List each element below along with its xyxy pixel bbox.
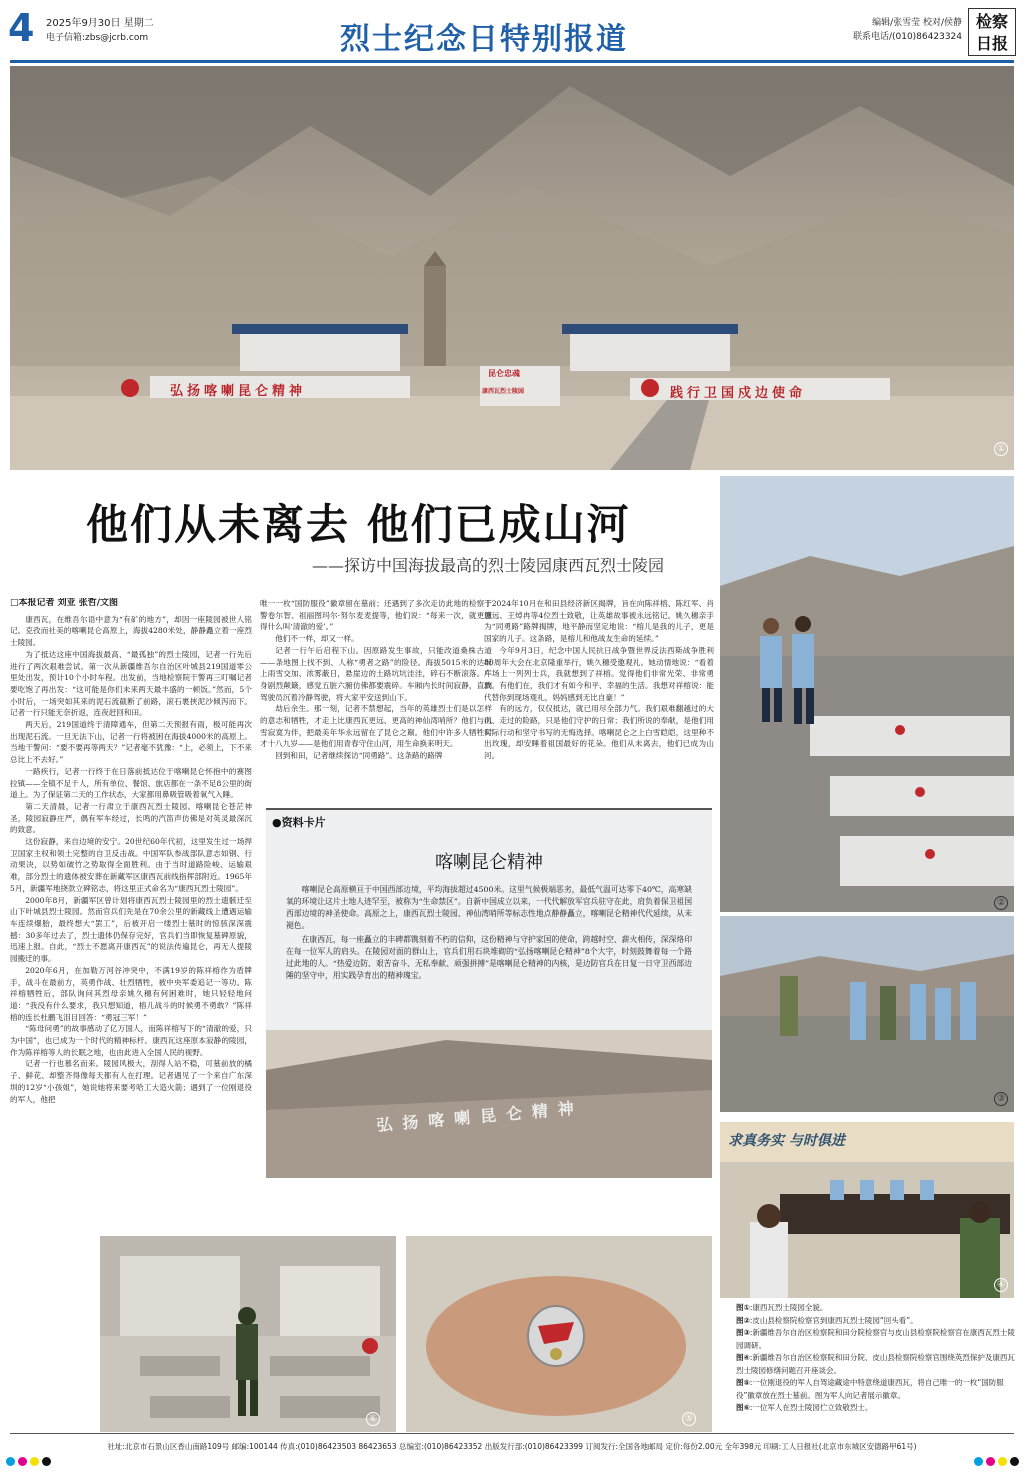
paragraph: 于2024年10月在和田县经济新区揭牌，旨在向陈祥榕、陈红军、肖思远、王焯冉等4位烈士致敬，让英雄故事被永远铭记。姚久穗亲手为“同勇路”路牌揭牌，地平静而坚定地说：“榕儿是我的儿子，更是国家的儿子。这条路，是榕儿和他战友生命的延续。” — [484, 599, 714, 644]
page-header — [0, 0, 1024, 64]
paragraph: 2000年8月，新疆军区曾计划将康西瓦烈士陵园里的烈士遗骸迁至山下叶城县烈士陵园。然而官兵们先是在70余公里的新藏线上遭遇运输车连续爆胎，最终想大“罢工”，后被开启一缕烈士墓时的惊骇深深震撼：30多年过去了，烈士遗体仍保存完好，官兵们当即恢复墓碑原貌，迅速上报。自此，“烈士不愿离开康西瓦”的说法传遍昆仑，再无人提陵园搬迁的事。 — [10, 895, 252, 964]
photo-5-number: ⑤ — [682, 1412, 696, 1426]
photo-1-sign-center-2: 康西瓦烈士陵园 — [482, 388, 525, 395]
photo-1-number: ① — [994, 442, 1008, 456]
registration-mark-black — [1010, 1457, 1019, 1466]
info-card-tag: ●资料卡片 — [272, 816, 326, 829]
paragraph: 两天后，219国道终于清障通车，但第二天预报有雨，极可能再次出现泥石流。一旦无法下山，记者一行将被困在海拔4000米的高原上。当地干警问：“要不要再等两天？”记者毫不犹豫：“上，必须上，下不来总比上不去好。” — [10, 720, 252, 765]
photo-6-soldier-salute — [100, 1236, 396, 1432]
paragraph: 2020年6月，在加勒万河谷冲突中，不满19岁的陈祥榕作为盾牌手，战斗在最前方，英勇作战、壮烈牺牲，被中央军委追记一等功。陈祥榕牺牲后，部队询问其烈母亲姚久穗有何困难时，她只轻轻地问道：“我没有什么要求，我只想知道，榕儿战斗的时候勇不勇敢？”陈祥榕的连长杜鹏飞泪目回答：“勇冠三军！” — [10, 965, 252, 1022]
paragraph: 第二天清晨，记者一行肃立于康西瓦烈士陵园。喀喇昆仑苍茫神圣，陵园寂静庄严，偶有军车经过，长鸣的汽笛声仿佛是对英灵最深沉的致意。 — [10, 801, 252, 835]
paragraph: 劫后余生。那一刻，记者不禁想起，当年的英雄烈士们是以怎样的意志和牺牲，才走上比康西瓦更远、更高的神仙湾哨所？他们与风雪寂寞为伴，把最美年华永远留在了昆仑之巅。他们中许多人牺牲时才十八九岁——是他们用青春守住山河，用生命换来明天。 — [260, 704, 492, 749]
caption-item: 图②:皮山县检察院检察官到康西瓦烈士陵园“回头看”。 — [736, 1315, 918, 1325]
editor-phone: 联系电话/(010)86423324 — [852, 32, 962, 42]
issue-date: 2025年9月30日 星期二 — [46, 18, 154, 29]
paragraph: 这份寂静，来自边境的安宁。20世纪60年代初，这里发生过一场捍卫国家主权和领土完整的自卫反击战。中国军队参战部队意志如钢、行动果决，以势如破竹之势取得全面胜利。由于当时道路险峻、运输艰难，部分烈士的遗体被安葬在新藏军区康西瓦前线指挥部附近。1965年5月，新疆军地挠款立碑铭志，将这里正式命名为“康西瓦烈士陵园”。 — [10, 837, 252, 893]
paragraph: 有的远方，仅仅抵达，就已用尽全部力气。我们艰难翻越过的大山、走过的险路，只是他们守护的日常；我们所说的奉献，是他们用实际行动和坚守书写的无悔选择。喀喇昆仑之上白雪皑皑，这里种不出玫瑰，却安睡着祖国最好的花朵。他们从未离去，他们已成为山河。 — [484, 704, 714, 761]
photo-4-banner: 求真务实 与时俱进 — [728, 1133, 845, 1149]
paragraph: “陈母问勇”的故事感动了亿万国人，而陈祥榕写下的“清澈的爱，只为中国”，也已成为一个时代的精神标杆。康西瓦这座原本寂静的陵园，作为陈祥榕等人的长眠之地，也由此进入全国人民的视野。 — [10, 1024, 252, 1057]
info-card — [266, 808, 712, 1176]
article-column-2 — [260, 598, 492, 802]
caption-item: 图④:新疆维吾尔自治区检察院和田分院、皮山县检察院检察官围绕英烈保护及康西瓦烈士陵园修缮问题召开座谈会。 — [736, 1353, 1015, 1375]
group-outdoor-illustration — [720, 916, 1014, 1112]
photo-2-officers-visit — [720, 476, 1014, 912]
soldier-illustration — [100, 1236, 396, 1432]
caption-item: 图⑤:一位刚退役的军人自驾途藏途中特意绕道康西瓦，将自己唯一的一枚“国防服役”徽章放在烈士墓前。图为军人向记者展示徽章。 — [736, 1378, 1004, 1400]
section-title: 烈士纪念日特别报道 — [340, 22, 628, 57]
registration-mark-yellow — [30, 1457, 39, 1466]
photo-3-field-research — [720, 916, 1014, 1112]
registration-mark-cyan — [6, 1457, 15, 1466]
header-rule — [10, 60, 1014, 63]
paragraph: 回到和田，记者继续探访“同勇路”。这条路的路牌 — [275, 751, 443, 761]
registration-mark-black — [42, 1457, 51, 1466]
paragraph: 唯一一枚“国防服役”徽章留在墓前；还遇到了多次走访此地的检察干警卷尔智、祖丽图玛尔·努尔麦麦提等，他们说：“每来一次，就更懂得什么叫‘清澈的爱’。” — [260, 599, 492, 632]
registration-mark-yellow — [998, 1457, 1007, 1466]
hill-inscription-text: 弘扬喀喇昆仑精神 — [375, 1097, 585, 1136]
paragraph: 康西瓦，在维吾尔语中意为“有矿的地方”，却因一座陵园被世人铭记。克孜而社美的喀喇昆仑高原上，海拔4280米处，静静矗立着一座烈士陵园。 — [10, 614, 252, 648]
info-card-text — [286, 884, 692, 984]
mountain-landscape-illustration — [10, 66, 1014, 470]
article-column-3 — [484, 598, 714, 802]
article-byline: □本报记者 刘亚 张哲/文图 — [10, 598, 119, 608]
caption-item: 图⑥:一位军人在烈士陵园伫立致敬烈士。 — [736, 1403, 873, 1412]
paragraph: 今年9月3日，纪念中国人民抗日战争暨世界反法西斯战争胜利80周年大会在北京隆重举行，姚久穗受邀观礼。她动情地说：“看着广场上一列列士兵，我就想到了祥榕。觉得他们非常光荣、非常勇敢。有他们在，我们才有如今和平、幸福的生活。我想对祥榕说：能代替你到现场观礼，妈妈感到无比自豪！” — [484, 645, 714, 702]
hand-badge-illustration — [406, 1236, 712, 1432]
photo-5-badge-in-hand — [406, 1236, 712, 1432]
photo-2-number: ② — [994, 896, 1008, 910]
article-subheadline: ——探访中国海拔最高的烈士陵园康西瓦烈士陵园 — [312, 556, 665, 575]
caption-item: 图③:新疆维吾尔自治区检察院和田分院检察官与皮山县检察院检察官在康西瓦烈士陵园调研。 — [736, 1328, 1015, 1350]
photo-1-sign-left: 弘扬喀喇昆仑精神 — [170, 384, 307, 399]
photo-1-cemetery-panorama — [10, 66, 1014, 470]
photo-1-sign-center: 昆仑忠魂 — [488, 369, 520, 378]
article-headline: 他们从未离去 他们已成山河 — [86, 500, 631, 549]
info-card-title: 喀喇昆仑精神 — [435, 852, 543, 873]
paragraph: 记者一行午后启程下山。因原路发生事故，只能改道桑株古道——条地图上找不到、人称“勇者之路”的险径。海拔5015米的达坂上雨雪交加、浓雾蔽日，悬崖边的土路坑坑洼洼，碎石不断滚落。车身剧烈颠簸，感觉五脏六腑仿佛都要震碎。车厢内长时间寂静，直到驾驶员沉着冷静驾驶，将大家平安送到山下。 — [260, 645, 492, 702]
page-footer: 社址:北京市石景山区香山南路109号 邮编:100144 传真:(010)86423503 86423653 总编室:(010)86423352 出版发行部:(010)86423399 订阅发行:全国各地邮局 定价:每份2.00元 全年398元 印刷:工人日报社(北京市东城区安德路甲61号) — [107, 1442, 917, 1451]
photo-captions — [736, 1302, 1016, 1415]
paragraph: 为了抵达这座中国海拔最高、“最孤独”的烈士陵园，记者一行先后进行了两次艰难尝试。第一次从新疆维吾尔自治区叶城县219国道零公里处出发，预计10个小时车程。出发前，当地检察院干警再三叮嘱记者要吃饱了再出发：“这可能是你们未来两天最丰盛的一顿饭。”然而，5个小时后，一场突如其来的泥石流截断了前路，滚石裹挟泥沙倾泻而下。记者一行只能无奈折返，连夜赶回和田。 — [10, 649, 252, 718]
masthead-logo: 检察日报 — [968, 8, 1016, 56]
caption-item: 图①:康西瓦烈士陵园全貌。 — [736, 1303, 828, 1312]
registration-mark-magenta — [986, 1457, 995, 1466]
page-number: 4 — [8, 6, 35, 50]
photo-4-meeting — [720, 1122, 1014, 1298]
photo-3-number: ③ — [994, 1092, 1008, 1106]
hill-inscription-photo — [266, 1030, 712, 1178]
officers-illustration — [720, 476, 1014, 912]
paragraph: 记者一行也慕名而来。陵园风极大，刮得人站不稳，可墓前放的橘子、鲜花、却整齐得像每天都有人在打理。记者遇见了一个来自广东深圳的12岁“小孩姐”，她说她将来要考哈工大造火箭；遇到了一位刚退役的军人，他把 — [10, 1059, 252, 1104]
paragraph: 他们不一样，却又一样。 — [275, 634, 359, 644]
photo-6-number: ⑥ — [366, 1412, 380, 1426]
paragraph: 喀喇昆仑高原横亘于中国西部边境，平均海拔超过4500米。这里气候极端恶劣，最低气温可达零下40℃，高寒缺氧的环境让这片土地人迹罕至，被称为“生命禁区”。自新中国成立以来，一代代解放军官兵驻守在此，肩负着保卫祖国西部边境的神圣使命。高原之上，康西瓦烈士陵园、神仙湾哨所等标志性地点静静矗立，喀喇昆仑精神代代延续，从未褪色。 — [286, 885, 692, 930]
paragraph: 一路疾行，记者一行终于在日落前抵达位于喀喇昆仑怀抱中的赛图拉镇——全镇不足千人，所有单位、餐馆、旅店都在一条不足8公里的街道上。为了保证第二天的工作状态，大家都用鼻吸管吸着氧气入睡。 — [10, 766, 252, 800]
paragraph: 在康西瓦，每一座矗立的丰碑都镌刻着不朽的信仰，这份精神与守护家国的使命，跨越时空、薪火相传，深深烙印在每一位军人的肩头。在陵园对面的群山上，官兵们用石块堆砌的“弘扬喀喇昆仑精神”8个大字，时刻鼓舞着每一个路过此地的人。“热爱边防、艰苦奋斗、无私奉献、顽强拼搏”是喀喇昆仑精神的内核，是边防官兵在日复一日守卫西部边陲的坚守中，用实践孕育出的精神瑰宝。 — [286, 935, 692, 980]
editor-names: 编辑/张雪莹 校对/侯静 — [872, 18, 962, 28]
registration-mark-cyan — [974, 1457, 983, 1466]
footer-rule — [10, 1433, 1014, 1434]
editor-info — [853, 16, 962, 44]
registration-mark-magenta — [18, 1457, 27, 1466]
photo-1-sign-right: 践行卫国戍边使命 — [670, 386, 807, 401]
photo-4-number: ④ — [994, 1278, 1008, 1292]
contact-email: 电子信箱:zbs@jcrb.com — [46, 33, 149, 43]
